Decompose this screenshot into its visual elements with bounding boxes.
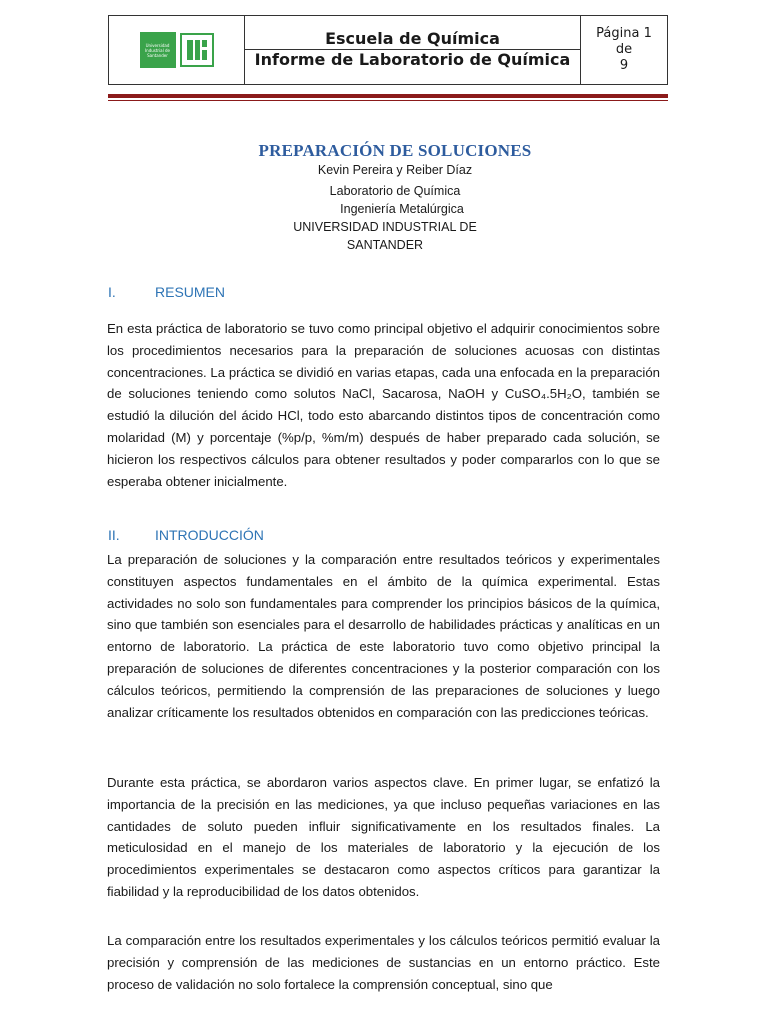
introduccion-paragraph-3: La comparación entre los resultados experimentales y los cálculos teóricos permitió evaluar la precisión y comprensión de las mediciones de sustancias en un entorno práctico. Este proceso de validación no solo fortalece la comprensión conceptual, sino que [107,933,660,992]
section-heading-introduccion [108,527,264,543]
introduccion-paragraph-1: La preparación de soluciones y la comparación entre resultados teóricos y experimentales constituyen aspectos fundamentales en el ámbito de la química experimental. Estas actividades no solo son fundamentales para comprender los principios básicos de la química, sino que también son esenciales para el desarrollo de habilidades prácticas y analíticas en un entorno de laboratorio. La práctica de este laboratorio tuvo como objetivo principal la preparación de soluciones de diferentes concentraciones y la posterior comparación con los cálculos teóricos, permitiendo la comprensión de las preparaciones de soluciones y luego analizar críticamente los resultados obtenidos en comparación con las predicciones teóricas. [107,552,660,720]
university-logo [140,32,176,68]
university-line-2: SANTANDER [346,238,424,252]
introduccion-paragraph-2: Durante esta práctica, se abordaron varios aspectos clave. En primer lugar, se enfatizó la importancia de la precisión en las mediciones, ya que incluso pequeñas variaciones en las cantidades de soluto pueden influir significativamente en los resultados finales. La meticulosidad en el manejo de los materiales de laboratorio y la ejecución de los procedimientos experimentales se destacaron como aspectos críticos para garantizar la fiabilidad y la reproducibilidad de los datos obtenidos. [107,775,660,899]
university-line-1: UNIVERSIDAD INDUSTRIAL DE [293,220,477,234]
section-heading-resumen [108,284,225,300]
header-rule [108,94,668,98]
document-header [108,15,668,85]
page-total: 9 [619,58,629,73]
lab-name: Laboratorio de Química [329,184,461,198]
uis-seal-icon [180,33,214,67]
page-number-cell [581,16,668,85]
school-name: Escuela de Química [245,30,580,50]
page-label: Página 1 [596,26,652,41]
logo-cell [109,16,245,85]
page-of: de [615,42,633,57]
authors: Kevin Pereira y Reiber Díaz [317,163,473,177]
logo-text: Universidad Industrial de Santander [144,42,171,58]
section-number: I. [108,284,116,300]
resumen-paragraph: En esta práctica de laboratorio se tuvo como principal objetivo el adquirir conocimientos sobre los procedimientos necesarios para la preparación de soluciones acuosas con distintas concentraciones. La práctica se dividió en varias etapas, cada una enfocada en la preparación de soluciones teniendo como solutos NaCl, Sacarosa, NaOH y CuSO₄.5H₂O, también se estudió la dilución del ácido HCl, todo esto abarcando distintos tipos de concentración como molaridad (M) y porcentaje (%p/p, %m/m) después de haber preparado cada solución, se hicieron los respectivos cálculos para obtener resultados y poder compararlos con lo que se esperaba obtener inicialmente. [107,321,660,489]
title-cell [245,16,581,85]
section-number: II. [108,527,120,543]
program-name: Ingeniería Metalúrgica [340,202,464,216]
header-rule-thin [108,100,668,101]
section-title: INTRODUCCIÓN [155,527,264,543]
report-name: Informe de Laboratorio de Química [254,49,571,69]
document-title: PREPARACIÓN DE SOLUCIONES [258,141,532,160]
section-title: RESUMEN [155,284,226,300]
